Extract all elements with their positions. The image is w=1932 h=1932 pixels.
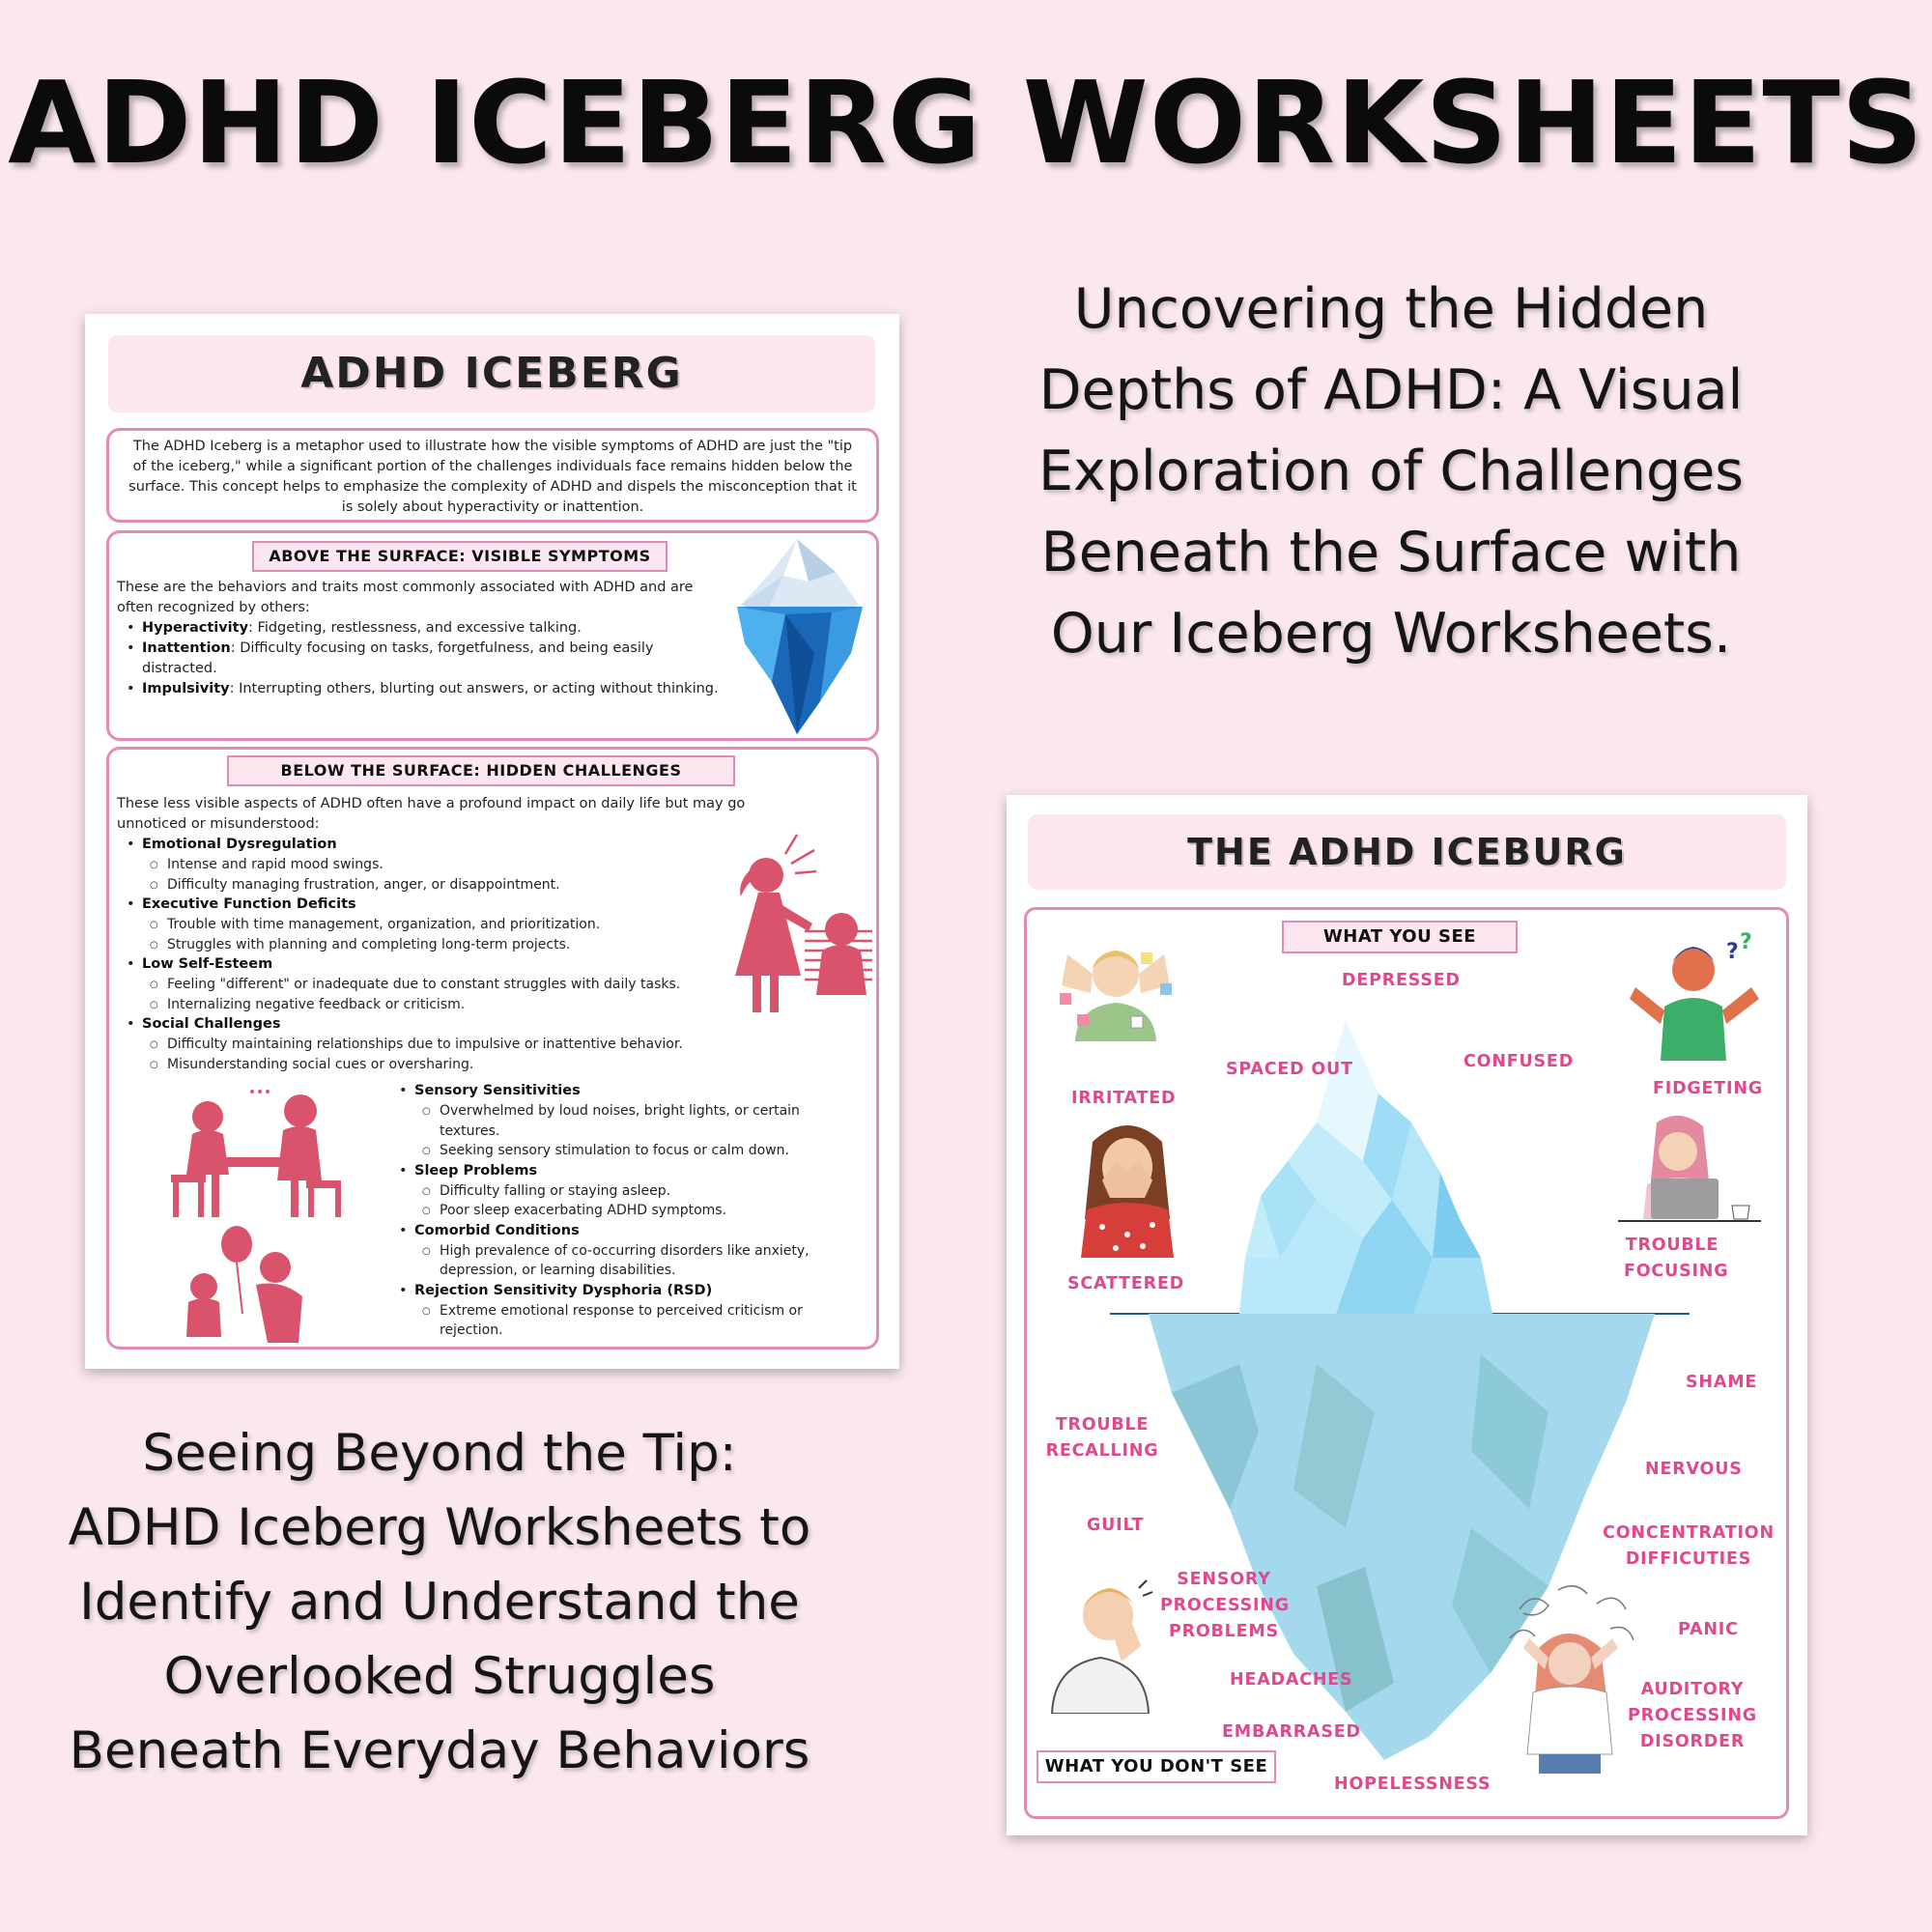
word-concentration-difficuties: CONCENTRATION DIFFICUTIES xyxy=(1603,1523,1775,1569)
list-item: ○ Difficulty maintaining relationships due to impulsive or inattentive behavior. xyxy=(117,1035,754,1055)
list-item: • Executive Function Deficits xyxy=(117,895,754,915)
list-item: ○ Misunderstanding social cues or oversharing. xyxy=(117,1055,754,1075)
word-shame: SHAME xyxy=(1686,1373,1758,1392)
word-auditory-processing-disorder: AUDITORY PROCESSING DISORDER xyxy=(1628,1680,1757,1751)
word-trouble-focusing: TROUBLE FOCUSING xyxy=(1624,1236,1729,1281)
word-scattered: SCATTERED xyxy=(1067,1274,1185,1293)
list-item: ○ Feeling "different" or inadequate due to constant struggles with daily tasks. xyxy=(117,975,754,995)
below-surface-text xyxy=(117,794,754,1074)
list-item: • Sensory Sensitivities xyxy=(389,1081,853,1101)
list-item: ○ Internalizing negative feedback or criticism. xyxy=(117,995,754,1015)
below-surface-text-continued xyxy=(389,1081,853,1341)
list-item: • Rejection Sensitivity Dysphoria (RSD) xyxy=(389,1281,853,1301)
worksheet-adhd-iceburg xyxy=(1007,795,1807,1835)
list-item: ○ Seeking sensory stimulation to focus or calm down. xyxy=(389,1141,853,1161)
word-headaches: HEADACHES xyxy=(1230,1670,1353,1690)
frustrated-figures-illustration xyxy=(708,815,877,1028)
what-you-see-label: WHAT YOU SEE xyxy=(1282,921,1518,953)
list-item: • Comorbid Conditions xyxy=(389,1221,853,1241)
word-confused: CONFUSED xyxy=(1463,1052,1575,1071)
word-embarrased: EMBARRASED xyxy=(1222,1722,1361,1742)
word-panic: PANIC xyxy=(1678,1620,1739,1639)
overwhelmed-person-illustration xyxy=(1500,1580,1645,1774)
list-item: • Low Self-Esteem xyxy=(117,954,754,975)
intro-paragraph: The ADHD Iceberg is a metaphor used to illustrate how the visible symptoms of ADHD are just the "tip of the iceberg," while a significant portion of the challenges individuals face remains hidden below the surface. This concept helps to emphasize the complexity of ADHD and dispels the misconception that it is solely about hyperactivity or inattention. xyxy=(106,428,879,523)
svg-text:?: ? xyxy=(1740,930,1752,954)
list-item: ○ Intense and rapid mood swings. xyxy=(117,855,754,875)
list-item: ○ High prevalence of co-occurring disorders like anxiety, depression, or learning disabilities. xyxy=(389,1241,853,1281)
above-lead: These are the behaviors and traits most commonly associated with ADHD and are often recognized by others: xyxy=(117,580,694,615)
above-surface-text xyxy=(117,578,725,699)
iceberg-frame xyxy=(1024,907,1789,1819)
list-item: ○ Difficulty falling or staying asleep. xyxy=(389,1181,853,1202)
list-item: • Social Challenges xyxy=(117,1014,754,1035)
list-item: ○ Difficulty managing frustration, anger, or disappointment. xyxy=(117,875,754,895)
list-item: ○ Trouble with time management, organization, and prioritization. xyxy=(117,915,754,935)
tagline-left: Seeing Beyond the Tip: ADHD Iceberg Worksheets to Identify and Understand the Overlooked Struggles Beneath Everyday Behaviors xyxy=(68,1424,811,1780)
svg-text:?: ? xyxy=(1726,940,1739,964)
fidgeting-person-illustration xyxy=(1626,929,1771,1065)
table-conversation-illustration xyxy=(165,1086,347,1219)
irritated-person-illustration xyxy=(1048,925,1183,1051)
above-surface-section xyxy=(106,530,879,741)
word-depressed: DEPRESSED xyxy=(1342,971,1461,990)
word-spaced-out: SPACED OUT xyxy=(1226,1060,1353,1079)
list-item: ○ Struggles with planning and completing long-term projects. xyxy=(117,935,754,955)
trouble-focusing-person-illustration xyxy=(1618,1113,1763,1229)
tagline-right: Uncovering the Hidden Depths of ADHD: A Visual Exploration of Challenges Beneath the Surface with Our Iceberg Worksheets. xyxy=(1037,277,1745,666)
balloon-figures-illustration xyxy=(175,1225,329,1347)
sheet-title: THE ADHD ICEBURG xyxy=(1028,814,1786,890)
what-you-dont-see-label: WHAT YOU DON'T SEE xyxy=(1037,1750,1276,1783)
list-item: ○ Extreme emotional response to perceived criticism or rejection. xyxy=(389,1301,853,1341)
list-item: • Sleep Problems xyxy=(389,1161,853,1181)
word-fidgeting: FIDGETING xyxy=(1653,1079,1763,1098)
list-item: ○ Overwhelmed by loud noises, bright lights, or certain textures. xyxy=(389,1101,853,1141)
word-trouble-recalling: TROUBLE RECALLING xyxy=(1045,1415,1159,1461)
small-iceberg-illustration xyxy=(727,537,872,738)
scattered-person-illustration xyxy=(1073,1113,1181,1258)
worksheet-adhd-iceberg xyxy=(85,314,899,1369)
list-item: • Impulsivity: Interrupting others, blurting out answers, or acting without thinking. xyxy=(117,679,725,699)
word-irritated: IRRITATED xyxy=(1071,1089,1177,1108)
list-item: • Hyperactivity: Fidgeting, restlessness, and excessive talking. xyxy=(117,618,725,639)
word-guilt: GUILT xyxy=(1087,1516,1145,1535)
word-hopelessness: HOPELESSNESS xyxy=(1334,1775,1492,1794)
list-item: • Inattention: Difficulty focusing on tasks, forgetfulness, and being easily distracted. xyxy=(117,639,725,679)
above-surface-label: ABOVE THE SURFACE: VISIBLE SYMPTOMS xyxy=(252,541,668,572)
below-lead: These less visible aspects of ADHD often have a profound impact on daily life but may go unnoticed or misunderstood: xyxy=(117,796,746,832)
headache-person-illustration xyxy=(1033,1569,1168,1714)
word-nervous: NERVOUS xyxy=(1645,1460,1743,1479)
page-title: ADHD ICEBERG WORKSHEETS xyxy=(8,56,1924,189)
list-item: ○ Poor sleep exacerbating ADHD symptoms. xyxy=(389,1201,853,1221)
below-surface-label: BELOW THE SURFACE: HIDDEN CHALLENGES xyxy=(227,755,735,786)
sheet-title: ADHD ICEBERG xyxy=(108,335,875,412)
word-sensory-processing-problems: SENSORY PROCESSING PROBLEMS xyxy=(1160,1570,1290,1641)
below-surface-section xyxy=(106,747,879,1350)
list-item: • Emotional Dysregulation xyxy=(117,835,754,855)
